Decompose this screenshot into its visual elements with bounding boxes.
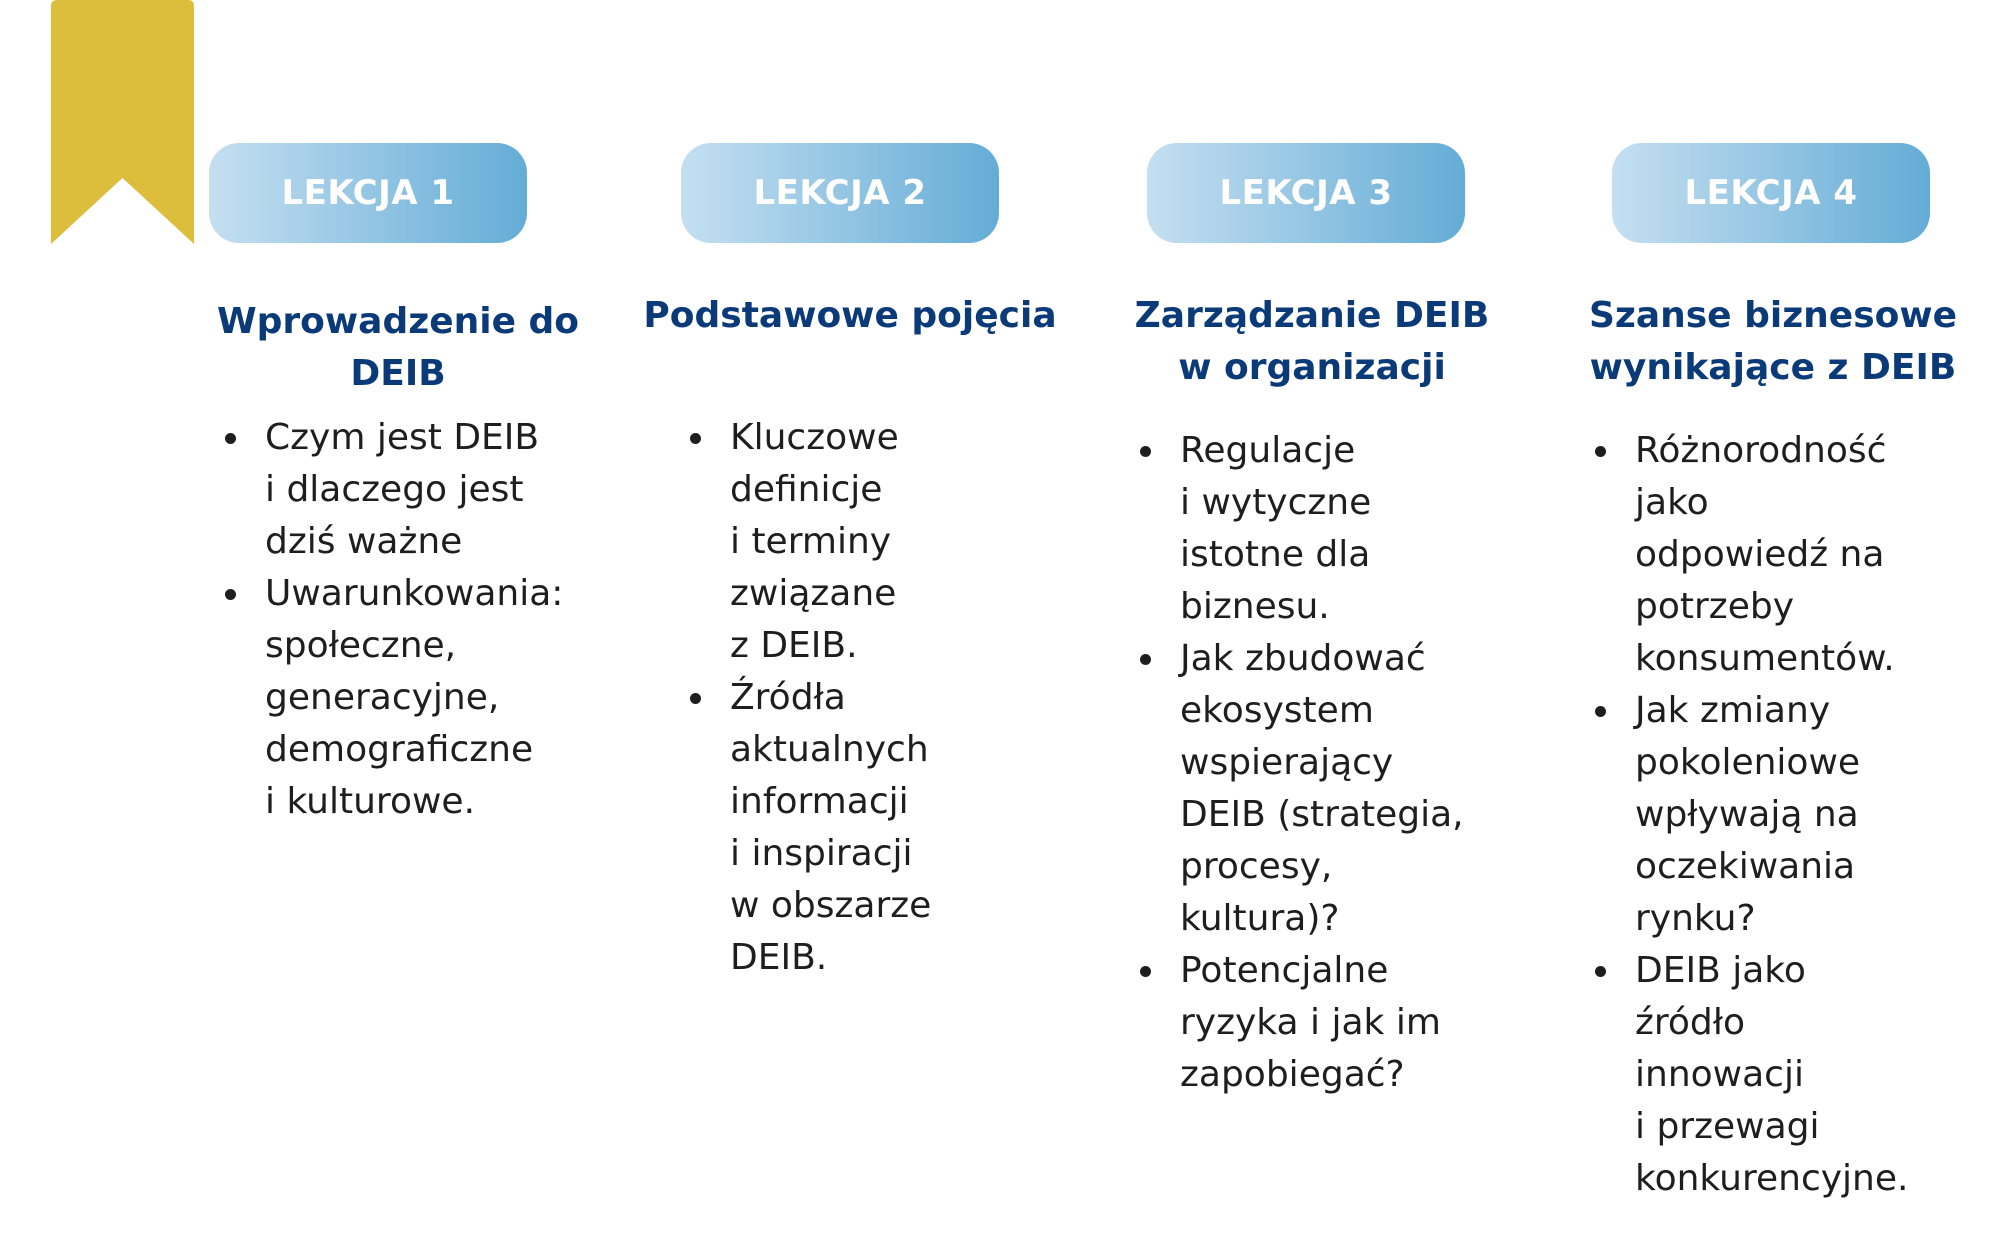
lesson-3-badge: LEKCJA 3 bbox=[1147, 143, 1465, 243]
list-item: Potencjalne ryzyka i jak im zapobiegać? bbox=[1140, 945, 1500, 1101]
list-item: Różnorodność jako odpowiedź na potrzeby konsumentów. bbox=[1595, 425, 1975, 685]
list-item: Uwarunkowania: społeczne, generacyjne, demograficzne i kulturowe. bbox=[225, 568, 605, 828]
lesson-2-points bbox=[690, 412, 1030, 984]
lesson-2-badge: LEKCJA 2 bbox=[681, 143, 999, 243]
lesson-1-title: Wprowadzenie do DEIB bbox=[216, 301, 580, 394]
list-item: Regulacje i wytyczne istotne dla biznesu. bbox=[1140, 425, 1500, 633]
list-item: Jak zmiany pokoleniowe wpływają na oczekiwania rynku? bbox=[1595, 685, 1975, 945]
bookmark-ribbon-icon bbox=[51, 0, 194, 244]
list-item: Kluczowe definicje i terminy związane z DEIB. bbox=[690, 412, 1030, 672]
lesson-3-points bbox=[1140, 425, 1500, 1101]
list-item: DEIB jako źródło innowacji i przewagi konkurencyjne. bbox=[1595, 945, 1975, 1205]
list-item: Czym jest DEIB i dlaczego jest dziś ważne bbox=[225, 412, 605, 568]
lesson-2-title: Podstawowe pojęcia bbox=[643, 295, 1057, 336]
lesson-4-badge: LEKCJA 4 bbox=[1612, 143, 1930, 243]
lesson-3-title: Zarządzanie DEIB w organizacji bbox=[1134, 295, 1490, 388]
lesson-4-points bbox=[1595, 425, 1975, 1205]
lesson-4-title: Szanse biznesowe wynikające z DEIB bbox=[1588, 295, 1958, 388]
lesson-1-badge: LEKCJA 1 bbox=[209, 143, 527, 243]
lesson-1-points bbox=[225, 412, 605, 828]
list-item: Jak zbudować ekosystem wspierający DEIB (strategia, procesy, kultura)? bbox=[1140, 633, 1500, 945]
list-item: Źródła aktualnych informacji i inspiracji w obszarze DEIB. bbox=[690, 672, 1030, 984]
